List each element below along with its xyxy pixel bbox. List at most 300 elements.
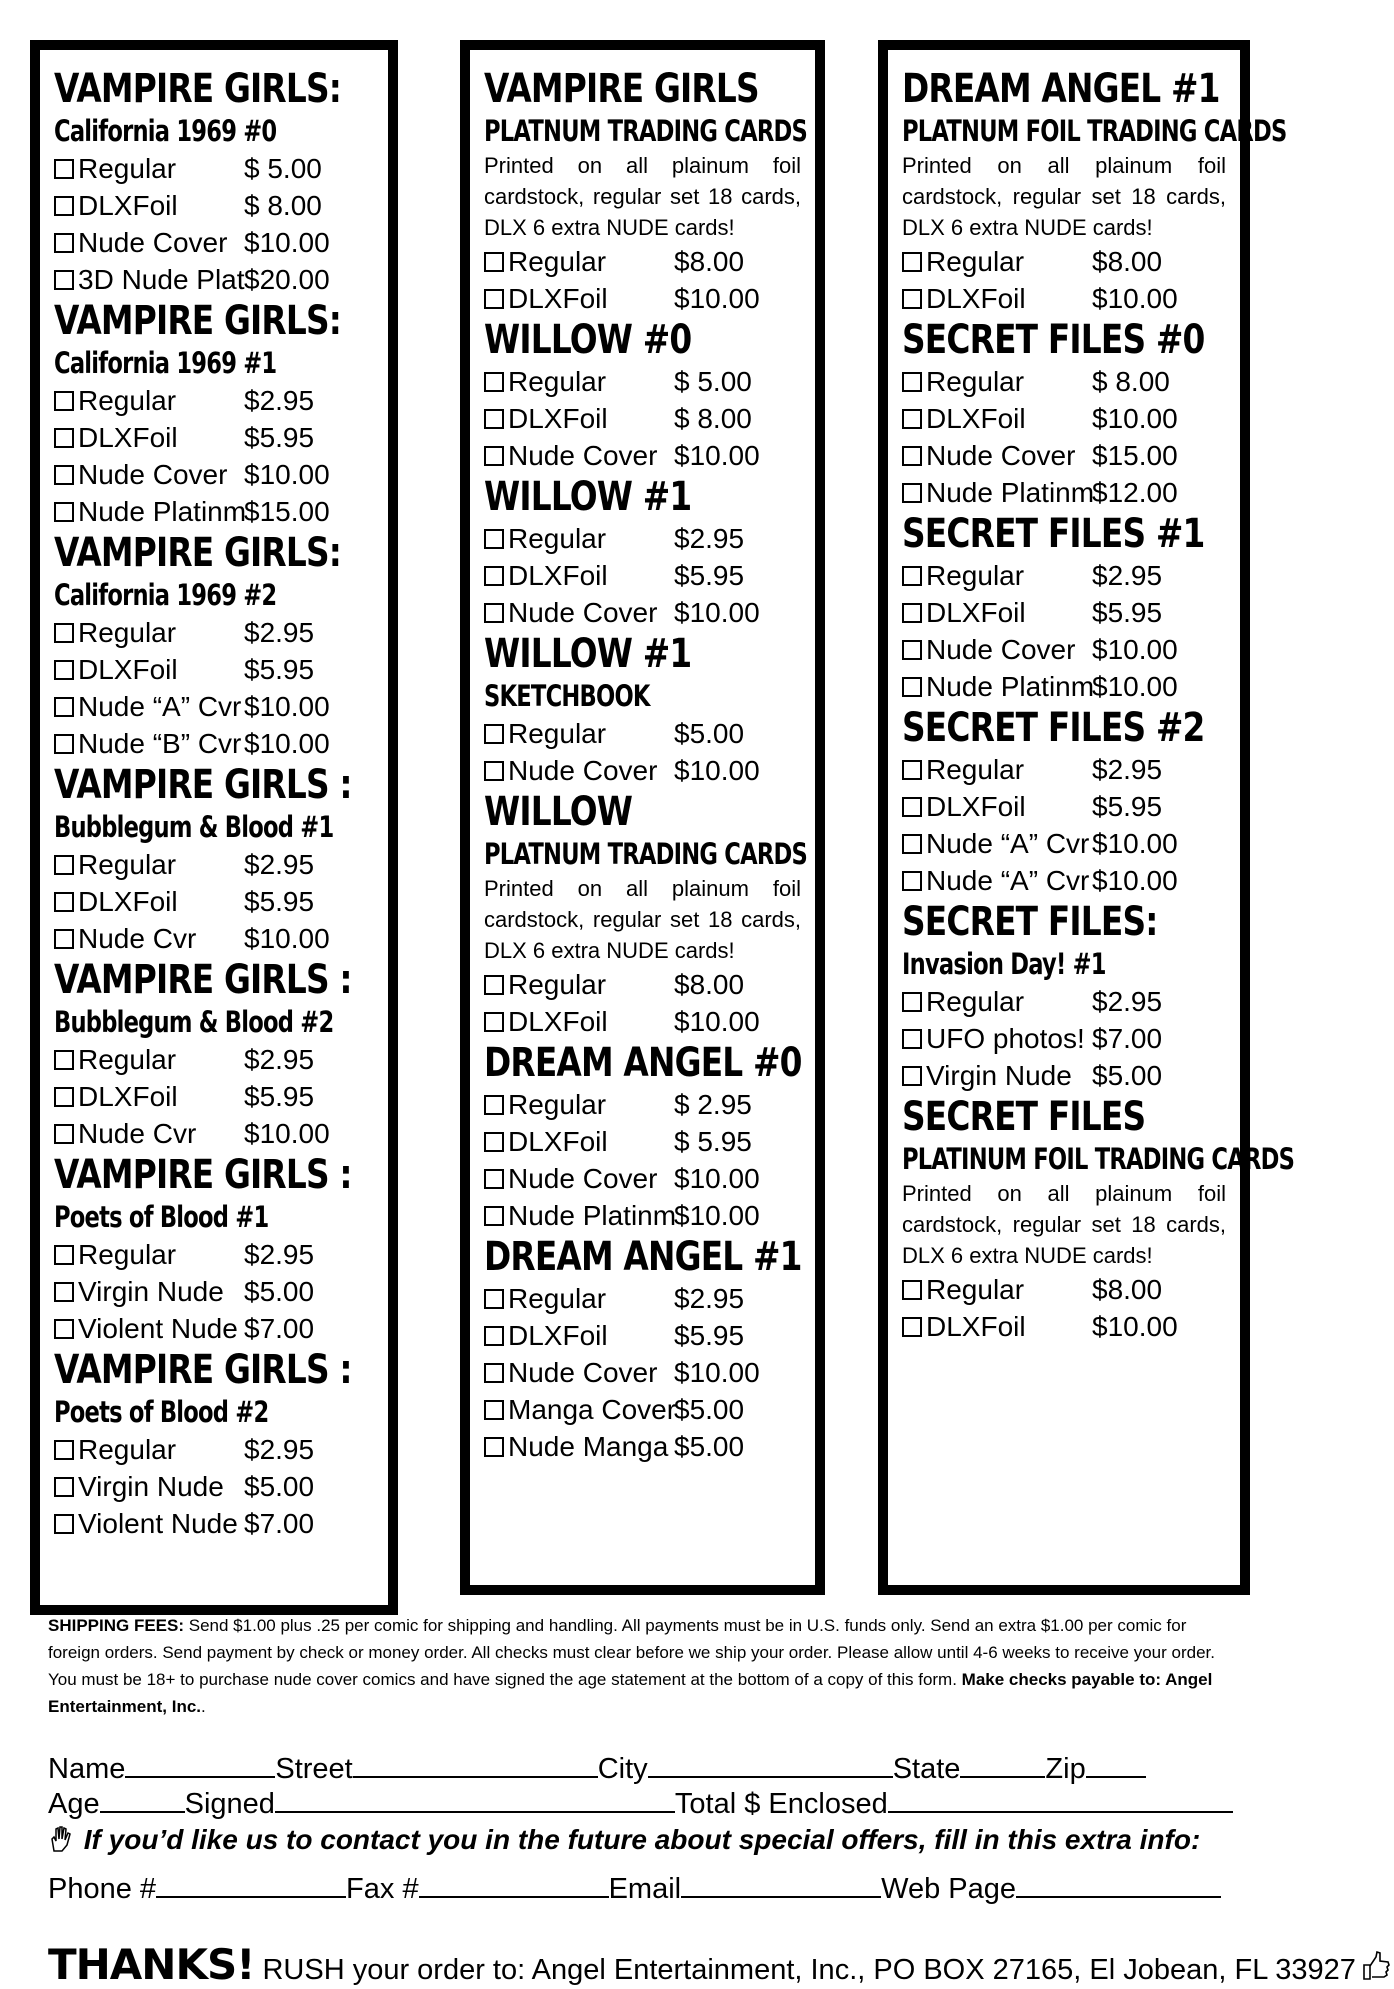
option-checkbox[interactable]	[484, 1012, 504, 1032]
option-price: $2.95	[244, 1434, 315, 1465]
option-label: Violent Nude	[78, 1313, 238, 1344]
option-label: Regular	[78, 153, 177, 184]
product-subtitle: California 1969 #2	[54, 578, 277, 612]
order-option	[484, 1160, 801, 1197]
option-price: $8.00	[1092, 1274, 1163, 1305]
option-checkbox[interactable]	[484, 529, 504, 549]
option-checkbox[interactable]	[902, 603, 922, 623]
product-section	[484, 631, 801, 789]
option-checkbox[interactable]	[902, 1029, 922, 1049]
option-label: Nude Cover	[926, 634, 1076, 665]
option-name-cell	[902, 437, 1092, 474]
option-price: $20.00	[244, 264, 330, 295]
option-checkbox[interactable]	[54, 1440, 74, 1460]
option-label: DLXFoil	[78, 190, 178, 221]
option-name-cell	[54, 1505, 244, 1542]
product-title: SECRET FILES	[902, 1094, 1146, 1140]
option-checkbox[interactable]	[54, 1245, 74, 1265]
product-title: DREAM ANGEL #1	[902, 66, 1220, 112]
option-price: $2.95	[244, 1044, 315, 1075]
option-name-cell	[902, 243, 1092, 280]
option-checkbox[interactable]	[484, 289, 504, 309]
option-name-cell	[484, 594, 674, 631]
option-checkbox[interactable]	[902, 1317, 922, 1337]
order-option	[484, 966, 801, 1003]
product-title: VAMPIRE GIRLS :	[54, 957, 352, 1003]
order-option	[54, 419, 374, 456]
option-price: $10.00	[244, 728, 330, 759]
option-price: $5.00	[674, 1431, 745, 1462]
product-subtitle: PLATNUM FOIL TRADING CARDS	[902, 114, 1287, 148]
option-name-cell	[54, 725, 244, 762]
thanks-heading: THANKS!	[48, 1940, 255, 1989]
option-label: DLXFoil	[926, 791, 1026, 822]
option-price: $ 8.00	[244, 190, 322, 221]
option-name-cell	[54, 382, 244, 419]
option-label: Nude Cover	[78, 459, 228, 490]
option-checkbox[interactable]	[902, 640, 922, 660]
product-title: VAMPIRE GIRLS:	[54, 66, 342, 112]
option-checkbox[interactable]	[54, 734, 74, 754]
option-name-cell	[54, 614, 244, 651]
option-checkbox[interactable]	[484, 1169, 504, 1189]
product-subtitle: Bubblegum & Blood #1	[54, 810, 334, 844]
option-name-cell	[484, 966, 674, 1003]
option-price: $2.95	[674, 523, 745, 554]
option-price: $ 2.95	[674, 1089, 752, 1120]
option-price: $5.00	[244, 1471, 315, 1502]
signed-field[interactable]	[275, 1785, 675, 1813]
total-label: Total $ Enclosed	[674, 1788, 888, 1820]
option-price: $10.00	[674, 440, 760, 471]
option-label: Nude “A” Cvr	[926, 828, 1090, 859]
option-label: Nude Cvr	[78, 1118, 197, 1149]
offer-text: If you’d like us to contact you in the future about special offers, fill in this extra info:	[83, 1824, 1201, 1855]
option-label: Nude “B” Cvr	[78, 728, 242, 759]
option-checkbox[interactable]	[902, 409, 922, 429]
city-label: City	[597, 1753, 648, 1785]
form-row-age	[48, 1785, 1233, 1821]
option-label: UFO photos!	[926, 1023, 1085, 1054]
product-subtitle: California 1969 #1	[54, 346, 277, 380]
option-name-cell	[902, 557, 1092, 594]
option-label: Nude “A” Cvr	[78, 691, 242, 722]
option-name-cell	[484, 243, 674, 280]
option-price: $2.95	[1092, 754, 1163, 785]
option-checkbox[interactable]	[484, 1326, 504, 1346]
option-label: Regular	[926, 754, 1025, 785]
option-checkbox[interactable]	[902, 372, 922, 392]
option-name-cell	[902, 474, 1095, 511]
option-checkbox[interactable]	[54, 1087, 74, 1107]
option-label: Nude Platinm	[78, 496, 247, 527]
option-checkbox[interactable]	[54, 465, 74, 485]
email-field[interactable]	[681, 1870, 881, 1898]
order-option	[54, 456, 374, 493]
option-checkbox[interactable]	[484, 1437, 504, 1457]
option-checkbox[interactable]	[54, 697, 74, 717]
product-title: VAMPIRE GIRLS :	[54, 1152, 352, 1198]
order-column-3	[878, 40, 1295, 1595]
order-option	[54, 1078, 374, 1115]
city-field[interactable]	[648, 1750, 893, 1778]
order-option	[484, 1003, 801, 1040]
option-checkbox[interactable]	[484, 1132, 504, 1152]
option-price: $ 8.00	[1092, 366, 1170, 397]
option-checkbox[interactable]	[54, 929, 74, 949]
option-checkbox[interactable]	[54, 233, 74, 253]
order-option	[484, 1123, 801, 1160]
order-option	[54, 920, 374, 957]
option-label: Regular	[508, 366, 607, 397]
option-price: $10.00	[1092, 828, 1178, 859]
option-name-cell	[54, 1468, 244, 1505]
option-checkbox[interactable]	[902, 252, 922, 272]
option-label: Regular	[926, 366, 1025, 397]
option-checkbox[interactable]	[902, 1066, 922, 1086]
option-price: $2.95	[244, 849, 315, 880]
name-field[interactable]	[125, 1750, 275, 1778]
option-label: Regular	[508, 718, 607, 749]
option-name-cell	[484, 752, 674, 789]
option-checkbox[interactable]	[54, 196, 74, 216]
thanks-line	[48, 1940, 1394, 1989]
option-checkbox[interactable]	[484, 1289, 504, 1309]
zip-label: Zip	[1045, 1753, 1086, 1785]
option-name-cell	[902, 631, 1092, 668]
option-name-cell	[902, 400, 1092, 437]
order-option	[484, 1197, 801, 1234]
order-option	[54, 1468, 374, 1505]
option-checkbox[interactable]	[54, 502, 74, 522]
option-name-cell	[902, 363, 1092, 400]
option-checkbox[interactable]	[484, 446, 504, 466]
option-price: $5.95	[244, 1081, 315, 1112]
option-label: Nude Cover	[508, 597, 658, 628]
option-price: $10.00	[1092, 671, 1178, 702]
option-checkbox[interactable]	[54, 428, 74, 448]
option-label: Nude Platinm	[926, 671, 1095, 702]
order-option	[902, 363, 1226, 400]
option-name-cell	[54, 419, 244, 456]
option-name-cell	[484, 400, 674, 437]
option-label: DLXFoil	[78, 1081, 178, 1112]
option-checkbox[interactable]	[902, 797, 922, 817]
option-checkbox[interactable]	[54, 1282, 74, 1302]
product-description: Printed on all plainum foil cardstock, regular set 18 cards, DLX 6 extra NUDE cards!	[902, 153, 1226, 240]
option-checkbox[interactable]	[902, 1280, 922, 1300]
option-label: Nude “A” Cvr	[926, 865, 1090, 896]
option-checkbox[interactable]	[54, 1124, 74, 1144]
phone-field[interactable]	[156, 1870, 346, 1898]
option-checkbox[interactable]	[484, 409, 504, 429]
order-option	[54, 1236, 374, 1273]
option-price: $10.00	[244, 691, 330, 722]
option-checkbox[interactable]	[484, 372, 504, 392]
option-label: Regular	[508, 1089, 607, 1120]
option-price: $ 5.95	[674, 1126, 752, 1157]
option-checkbox[interactable]	[54, 1319, 74, 1339]
option-checkbox[interactable]	[902, 566, 922, 586]
order-option	[484, 715, 801, 752]
option-name-cell	[484, 363, 674, 400]
option-name-cell	[902, 668, 1095, 705]
shipping-text: Send $1.00 plus .25 per comic for shipping and handling. All payments must be in U.S. funds only. Send an extra $1.00 per comic for foreign orders. Send payment by check or money order. All checks must clear before we ship your order. Please allow until 4-6 weeks to receive your order. You must be 18+ to purchase nude cover comics and have signed the age statement at the bottom of a copy of this form.	[48, 1616, 1215, 1689]
zip-field[interactable]	[1086, 1750, 1146, 1778]
order-option	[54, 1310, 374, 1347]
payable-text: Make checks payable to: Angel Entertainment, Inc.	[48, 1670, 1213, 1716]
rush-address: RUSH your order to: Angel Entertainment, Inc., PO BOX 27165, El Jobean, FL 33927	[254, 1954, 1356, 1986]
option-label: Regular	[508, 246, 607, 277]
option-price: $10.00	[1092, 283, 1178, 314]
order-option	[54, 187, 374, 224]
option-checkbox[interactable]	[54, 159, 74, 179]
order-option	[484, 363, 801, 400]
product-subtitle: SKETCHBOOK	[484, 679, 650, 713]
option-name-cell	[484, 1391, 677, 1428]
option-name-cell	[902, 983, 1092, 1020]
product-section	[54, 298, 374, 530]
option-checkbox[interactable]	[484, 1095, 504, 1115]
order-option	[54, 1273, 374, 1310]
web-field[interactable]	[1016, 1870, 1221, 1898]
option-name-cell	[484, 437, 674, 474]
order-option	[902, 825, 1226, 862]
option-name-cell	[484, 1197, 677, 1234]
product-section	[484, 317, 801, 474]
product-title: VAMPIRE GIRLS :	[54, 1347, 352, 1393]
option-checkbox[interactable]	[902, 483, 922, 503]
option-label: DLXFoil	[926, 403, 1026, 434]
product-subtitle: California 1969 #0	[54, 114, 277, 148]
option-checkbox[interactable]	[484, 761, 504, 781]
option-name-cell	[484, 1003, 674, 1040]
option-price: $10.00	[674, 1357, 760, 1388]
option-checkbox[interactable]	[484, 1400, 504, 1420]
product-section	[484, 789, 807, 1040]
option-checkbox[interactable]	[484, 724, 504, 744]
option-name-cell	[54, 846, 244, 883]
option-price: $10.00	[1092, 634, 1178, 665]
option-checkbox[interactable]	[54, 892, 74, 912]
option-name-cell	[484, 557, 674, 594]
option-checkbox[interactable]	[902, 871, 922, 891]
option-checkbox[interactable]	[484, 1206, 504, 1226]
option-price: $15.00	[244, 496, 330, 527]
option-name-cell	[54, 224, 244, 261]
option-price: $2.95	[1092, 560, 1163, 591]
order-option	[54, 1041, 374, 1078]
option-label: Nude Cover	[508, 755, 658, 786]
option-name-cell	[902, 1271, 1092, 1308]
option-checkbox[interactable]	[902, 677, 922, 697]
option-label: Regular	[78, 849, 177, 880]
product-section	[902, 66, 1287, 317]
option-checkbox[interactable]	[902, 834, 922, 854]
option-label: Virgin Nude	[78, 1276, 224, 1307]
option-label: Regular	[78, 1044, 177, 1075]
product-title: DREAM ANGEL #1	[484, 1234, 802, 1280]
product-description: Printed on all plainum foil cardstock, regular set 18 cards, DLX 6 extra NUDE cards!	[484, 876, 801, 963]
product-title: DREAM ANGEL #0	[484, 1040, 802, 1086]
fax-field[interactable]	[419, 1870, 609, 1898]
option-name-cell	[54, 1431, 244, 1468]
option-checkbox[interactable]	[54, 1477, 74, 1497]
option-name-cell	[902, 1308, 1092, 1345]
order-option	[54, 725, 374, 762]
name-label: Name	[48, 1753, 126, 1785]
phone-label: Phone #	[48, 1873, 157, 1905]
option-label: Regular	[926, 986, 1025, 1017]
option-checkbox[interactable]	[902, 992, 922, 1012]
option-label: Regular	[926, 560, 1025, 591]
option-label: DLXFoil	[508, 1006, 608, 1037]
order-option	[902, 862, 1226, 899]
product-section	[902, 1094, 1295, 1345]
option-checkbox[interactable]	[902, 760, 922, 780]
option-price: $5.00	[674, 718, 745, 749]
product-description: Printed on all plainum foil cardstock, regular set 18 cards, DLX 6 extra NUDE cards!	[902, 1181, 1226, 1268]
option-label: DLXFoil	[508, 1320, 608, 1351]
option-label: DLXFoil	[78, 654, 178, 685]
product-title: WILLOW #0	[484, 317, 692, 363]
option-label: Nude Cvr	[78, 923, 197, 954]
product-title: VAMPIRE GIRLS:	[54, 298, 342, 344]
option-name-cell	[484, 520, 674, 557]
option-label: DLXFoil	[926, 1311, 1026, 1342]
option-checkbox[interactable]	[54, 1050, 74, 1070]
option-price: $10.00	[674, 1200, 760, 1231]
order-column-1	[30, 40, 398, 1615]
option-price: $5.95	[244, 886, 315, 917]
option-label: DLXFoil	[926, 597, 1026, 628]
option-label: Nude Cover	[508, 440, 658, 471]
option-checkbox[interactable]	[484, 252, 504, 272]
total-field[interactable]	[888, 1785, 1233, 1813]
form-row-address	[48, 1750, 1146, 1786]
option-name-cell	[54, 1115, 244, 1152]
product-title: WILLOW	[484, 789, 633, 835]
option-name-cell	[484, 1280, 674, 1317]
option-price: $5.95	[674, 560, 745, 591]
option-price: $ 5.00	[244, 153, 322, 184]
product-title: WILLOW #1	[484, 631, 692, 677]
option-price: $10.00	[244, 923, 330, 954]
option-price: $10.00	[1092, 403, 1178, 434]
option-price: $2.95	[674, 1283, 745, 1314]
option-label: Manga Cover	[508, 1394, 677, 1425]
option-checkbox[interactable]	[902, 446, 922, 466]
order-option	[484, 1086, 801, 1123]
state-label: State	[892, 1753, 961, 1785]
option-checkbox[interactable]	[902, 289, 922, 309]
product-section	[902, 899, 1226, 1094]
product-subtitle: Poets of Blood #2	[54, 1395, 269, 1429]
option-label: Regular	[78, 1434, 177, 1465]
option-label: Nude Platinm	[926, 477, 1095, 508]
option-name-cell	[902, 1057, 1092, 1094]
option-label: DLXFoil	[508, 403, 608, 434]
option-name-cell	[484, 1086, 674, 1123]
option-checkbox[interactable]	[54, 270, 74, 290]
option-price: $10.00	[674, 755, 760, 786]
order-option	[484, 280, 801, 317]
option-checkbox[interactable]	[484, 566, 504, 586]
order-option	[484, 752, 801, 789]
option-label: DLXFoil	[926, 283, 1026, 314]
option-label: DLXFoil	[78, 422, 178, 453]
option-name-cell	[54, 883, 244, 920]
product-title: SECRET FILES #1	[902, 511, 1205, 557]
order-option	[484, 437, 801, 474]
order-option	[902, 557, 1226, 594]
option-checkbox[interactable]	[54, 391, 74, 411]
product-section	[902, 511, 1226, 705]
option-price: $10.00	[1092, 1311, 1178, 1342]
product-subtitle: PLATINUM FOIL TRADING CARDS	[902, 1142, 1295, 1176]
option-price: $10.00	[1092, 865, 1178, 896]
option-name-cell	[902, 788, 1092, 825]
form-row-contact	[48, 1870, 1221, 1906]
option-checkbox[interactable]	[54, 1514, 74, 1534]
option-price: $5.00	[674, 1394, 745, 1425]
order-option	[484, 520, 801, 557]
option-label: Regular	[508, 969, 607, 1000]
option-name-cell	[484, 1160, 674, 1197]
option-name-cell	[484, 1354, 674, 1391]
order-option	[54, 651, 374, 688]
option-name-cell	[54, 1273, 244, 1310]
order-option	[902, 1020, 1226, 1057]
option-price: $15.00	[1092, 440, 1178, 471]
product-title: SECRET FILES #0	[902, 317, 1205, 363]
option-checkbox[interactable]	[54, 660, 74, 680]
option-checkbox[interactable]	[484, 603, 504, 623]
order-option	[902, 280, 1226, 317]
option-price: $8.00	[674, 969, 745, 1000]
option-checkbox[interactable]	[54, 855, 74, 875]
option-checkbox[interactable]	[54, 623, 74, 643]
shipping-end: .	[201, 1697, 206, 1716]
option-label: Nude Platinm	[508, 1200, 677, 1231]
option-name-cell	[54, 1236, 244, 1273]
option-label: Regular	[508, 523, 607, 554]
order-option	[484, 557, 801, 594]
order-option	[902, 983, 1226, 1020]
option-name-cell	[484, 1123, 674, 1160]
product-subtitle: PLATNUM TRADING CARDS	[484, 114, 807, 148]
order-option	[54, 493, 374, 530]
product-section	[902, 317, 1226, 511]
option-price: $2.95	[244, 1239, 315, 1270]
option-label: Virgin Nude	[78, 1471, 224, 1502]
option-checkbox[interactable]	[484, 975, 504, 995]
option-price: $12.00	[1092, 477, 1178, 508]
state-field[interactable]	[960, 1750, 1045, 1778]
option-name-cell	[902, 1020, 1092, 1057]
option-price: $7.00	[244, 1313, 315, 1344]
option-price: $5.00	[1092, 1060, 1163, 1091]
option-checkbox[interactable]	[484, 1363, 504, 1383]
street-field[interactable]	[353, 1750, 598, 1778]
order-column-2	[460, 40, 825, 1595]
shipping-label: SHIPPING FEES:	[48, 1616, 185, 1635]
option-name-cell	[54, 1041, 244, 1078]
option-price: $ 5.00	[674, 366, 752, 397]
age-field[interactable]	[100, 1785, 185, 1813]
product-section	[54, 530, 374, 762]
option-price: $10.00	[674, 1163, 760, 1194]
